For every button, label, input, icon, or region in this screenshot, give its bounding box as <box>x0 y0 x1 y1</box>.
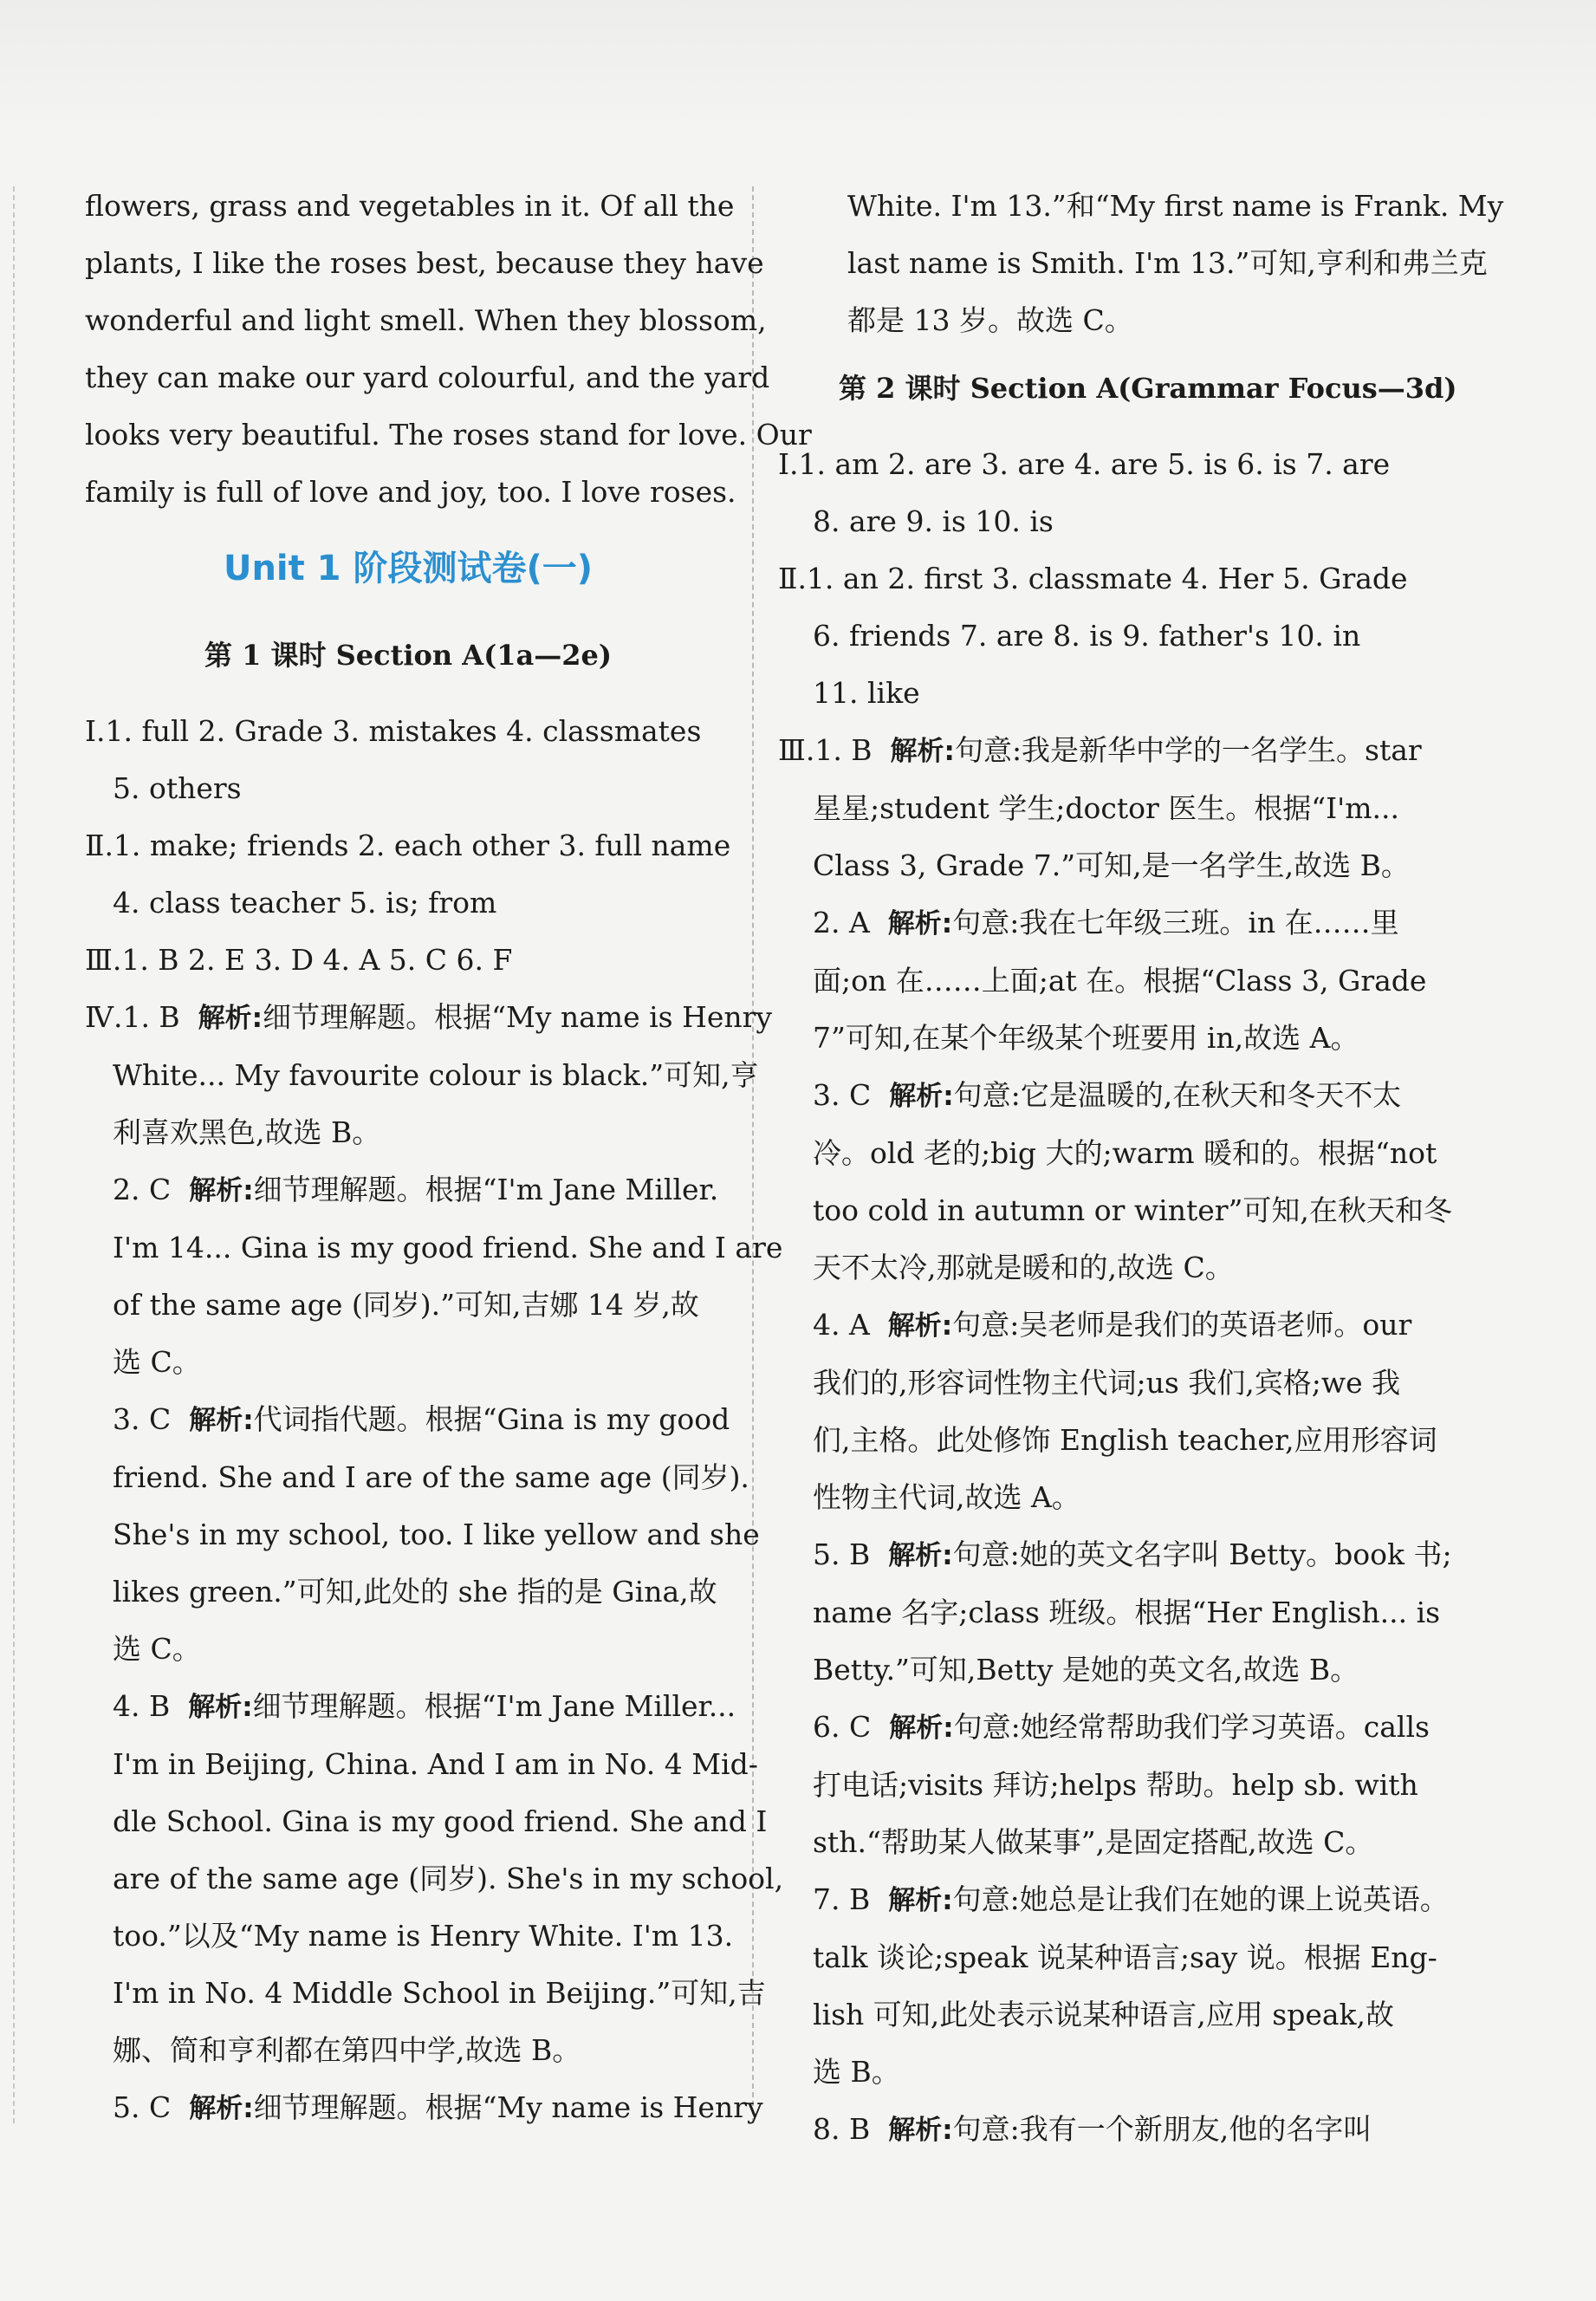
part-4-q1 <box>85 989 773 1161</box>
part-2-answers <box>778 550 1471 722</box>
part-label: Ⅱ <box>778 562 798 595</box>
part-1-answers <box>778 436 1471 550</box>
question-number: 4. B <box>113 1689 171 1723</box>
explanation-line: 句意:我是新华中学的一名学生。star <box>954 733 1422 767</box>
explanation-line: 细节理解题。根据“My name is Henry <box>263 1000 773 1034</box>
explanation-line: 性物主代词,故选 A。 <box>813 1480 1080 1514</box>
part-label: Ⅲ <box>85 943 113 977</box>
explanation-line: too.”以及“My name is Henry White. I'm 13. <box>113 1919 734 1953</box>
analysis-keyword: 解析: <box>889 1081 954 1112</box>
explanation-line: 天不太冷,那就是暖和的,故选 C。 <box>813 1251 1234 1284</box>
explanation-line: 们,主格。此处修饰 English teacher,应用形容词 <box>813 1423 1437 1457</box>
explanation-line: sth.“帮助某人做某事”,是固定搭配,故选 C。 <box>813 1825 1374 1859</box>
explanation-line: 7”可知,在某个年级某个班要用 in,故选 A。 <box>813 1021 1359 1055</box>
question-number: 7. B <box>813 1882 871 1916</box>
lesson-title: 第 2 课时 Section A(Grammar Focus—3d) <box>839 372 1457 405</box>
analysis-keyword: 解析: <box>889 1713 954 1744</box>
analysis-keyword: 解析: <box>189 1405 254 1436</box>
explanation-line: last name is Smith. I'm 13.”可知,亨利和弗兰克 <box>847 246 1488 280</box>
explanation-line: 句意:我在七年级三班。in 在……里 <box>952 906 1399 939</box>
question-number: .1. B <box>805 733 873 767</box>
analysis-keyword: 解析: <box>887 1310 953 1342</box>
analysis-keyword: 解析: <box>188 1692 253 1723</box>
answer-line: 5. others <box>113 771 242 805</box>
explanation-line: 句意:我有一个新朋友,他的名字叫 <box>952 2112 1372 2146</box>
explanation-line: 冷。old 老的;big 大的;warm 暖和的。根据“not <box>813 1136 1437 1170</box>
analysis-keyword: 解析: <box>887 908 953 939</box>
part-4-q2 <box>85 1161 783 1391</box>
continued-explanation <box>778 178 1504 349</box>
explanation-line: 句意:吴老师是我们的英语老师。our <box>952 1308 1412 1342</box>
explanation-line: 句意:她的英文名字叫 Betty。book 书; <box>952 1537 1452 1571</box>
part-3-q8 <box>778 2101 1471 2159</box>
analysis-keyword: 解析: <box>189 2093 254 2124</box>
essay-paragraph <box>85 178 812 521</box>
question-number: 8. B <box>813 2112 871 2146</box>
part-1-answers <box>85 703 731 817</box>
part-3-q6 <box>778 1699 1471 1871</box>
explanation-line: 娜、简和亨利都在第四中学,故选 B。 <box>113 2033 581 2067</box>
explanation-line: lish 可知,此处表示说某种语言,应用 speak,故 <box>813 1998 1395 2031</box>
analysis-keyword: 解析: <box>888 1540 953 1571</box>
answer-line: 8. are 9. is 10. is <box>813 504 1054 538</box>
explanation-line: name 名字;class 班级。根据“Her English... is <box>813 1596 1441 1629</box>
part-label: Ⅰ <box>778 447 790 481</box>
question-number: .1. B <box>113 1000 180 1034</box>
explanation-line: 句意:它是温暖的,在秋天和冬天不太 <box>953 1078 1402 1112</box>
analysis-keyword: 解析: <box>189 1175 254 1206</box>
explanation-line: 句意:她总是让我们在她的课上说英语。 <box>952 1882 1449 1916</box>
explanation-line: 选 B。 <box>813 2055 900 2089</box>
part-4-q4 <box>85 1678 784 2079</box>
left-edge-rule <box>13 186 15 2123</box>
answer-line: 11. like <box>813 676 920 710</box>
part-label: Ⅱ <box>85 829 105 862</box>
explanation-line: I'm in Beijing, China. And I am in No. 4 Mid- <box>113 1747 758 1781</box>
part-3-q4 <box>778 1297 1471 1526</box>
explanation-line: too cold in autumn or winter”可知,在秋天和冬 <box>813 1193 1452 1227</box>
left-column <box>85 178 812 2137</box>
question-number: 4. A <box>813 1308 870 1342</box>
explanation-line: She's in my school, too. I like yellow and she <box>113 1518 760 1551</box>
question-number: 5. B <box>813 1537 871 1571</box>
question-number: 2. C <box>113 1173 172 1206</box>
answer-line: .1. make; friends 2. each other 3. full name <box>104 829 731 862</box>
question-number: 5. C <box>113 2090 172 2124</box>
explanation-line: White... My favourite colour is black.”可知,亨 <box>113 1058 759 1092</box>
explanation-line: 面;on 在……上面;at 在。根据“Class 3, Grade <box>813 964 1427 998</box>
lesson-title: 第 1 课时 Section A(1a—2e) <box>204 639 613 672</box>
answer-line: .1. am 2. are 3. are 4. are 5. is 6. is 7. are <box>789 447 1391 481</box>
explanation-line: 选 C。 <box>113 1345 201 1379</box>
answer-line: .1. B 2. E 3. D 4. A 5. C 6. F <box>112 943 513 977</box>
analysis-keyword: 解析: <box>198 1003 263 1034</box>
part-3-answers <box>85 932 731 989</box>
analysis-keyword: 解析: <box>890 736 955 767</box>
part-2-answers <box>85 817 731 932</box>
answer-line: 4. class teacher 5. is; from <box>113 886 497 920</box>
essay-line: plants, I like the roses best, because they have <box>85 246 764 280</box>
explanation-line: talk 谈论;speak 说某种语言;say 说。根据 Eng- <box>813 1940 1437 1974</box>
part-4-q3 <box>85 1391 760 1678</box>
explanation-line: White. I'm 13.”和“My first name is Frank. My <box>847 189 1504 223</box>
explanation-line: 代词指代题。根据“Gina is my good <box>253 1402 730 1436</box>
part-3-q5 <box>778 1526 1471 1699</box>
part-3-q7 <box>778 1871 1471 2101</box>
explanation-line: 利喜欢黑色,故选 B。 <box>113 1115 381 1149</box>
explanation-line: 细节理解题。根据“My name is Henry <box>253 2090 763 2124</box>
part-3-q3 <box>778 1067 1471 1297</box>
part-label: Ⅰ <box>85 714 97 748</box>
part-3-q2 <box>778 894 1471 1067</box>
explanation-line: Betty.”可知,Betty 是她的英文名,故选 B。 <box>813 1653 1359 1687</box>
unit-title: Unit 1 阶段测试卷(一) <box>223 549 594 588</box>
part-3-q1 <box>778 722 1471 894</box>
essay-line: family is full of love and joy, too. I love roses. <box>85 475 736 509</box>
part-label: Ⅳ <box>85 1000 114 1034</box>
explanation-line: dle School. Gina is my good friend. She and I <box>113 1804 768 1838</box>
part-label: Ⅲ <box>778 733 806 767</box>
essay-line: they can make our yard colourful, and the yard <box>85 361 770 394</box>
question-number: 6. C <box>813 1710 872 1744</box>
explanation-line: I'm in No. 4 Middle School in Beijing.”可知,吉 <box>113 1976 766 2010</box>
explanation-line: of the same age (同岁).”可知,吉娜 14 岁,故 <box>113 1288 699 1322</box>
explanation-line: Class 3, Grade 7.”可知,是一名学生,故选 B。 <box>813 848 1410 882</box>
part-4-q5 <box>85 2079 763 2137</box>
explanation-line: 都是 13 岁。故选 C。 <box>847 303 1133 337</box>
explanation-line: 句意:她经常帮助我们学习英语。calls <box>953 1710 1430 1744</box>
question-number: 2. A <box>813 906 870 939</box>
explanation-line: I'm 14... Gina is my good friend. She and I are <box>113 1231 783 1264</box>
question-number: 3. C <box>813 1078 872 1112</box>
analysis-keyword: 解析: <box>888 2115 953 2146</box>
explanation-line: 细节理解题。根据“I'm Jane Miller. <box>253 1173 719 1206</box>
answer-line: .1. an 2. first 3. classmate 4. Her 5. Grade <box>797 562 1408 595</box>
question-number: 3. C <box>113 1402 172 1436</box>
explanation-line: are of the same age (同岁). She's in my school, <box>113 1862 784 1895</box>
right-column <box>778 178 1504 2159</box>
answer-line: 6. friends 7. are 8. is 9. father's 10. in <box>813 619 1361 653</box>
answer-line: .1. full 2. Grade 3. mistakes 4. classmates <box>96 714 702 748</box>
explanation-line: 打电话;visits 拜访;helps 帮助。help sb. with <box>813 1768 1418 1802</box>
explanation-line: 选 C。 <box>113 1632 201 1666</box>
explanation-line: likes green.”可知,此处的 she 指的是 Gina,故 <box>113 1575 717 1609</box>
explanation-line: friend. She and I are of the same age (同岁). <box>113 1460 749 1494</box>
explanation-line: 我们的,形容词性物主代词;us 我们,宾格;we 我 <box>813 1366 1401 1400</box>
page-top-band <box>0 0 1596 130</box>
essay-line: looks very beautiful. The roses stand for love. Our <box>85 418 812 452</box>
essay-line: wonderful and light smell. When they blossom, <box>85 303 767 337</box>
explanation-line: 细节理解题。根据“I'm Jane Miller... <box>252 1689 736 1723</box>
analysis-keyword: 解析: <box>888 1885 953 1916</box>
explanation-line: 星星;student 学生;doctor 医生。根据“I'm... <box>813 791 1399 825</box>
essay-line: flowers, grass and vegetables in it. Of all the <box>85 189 735 223</box>
